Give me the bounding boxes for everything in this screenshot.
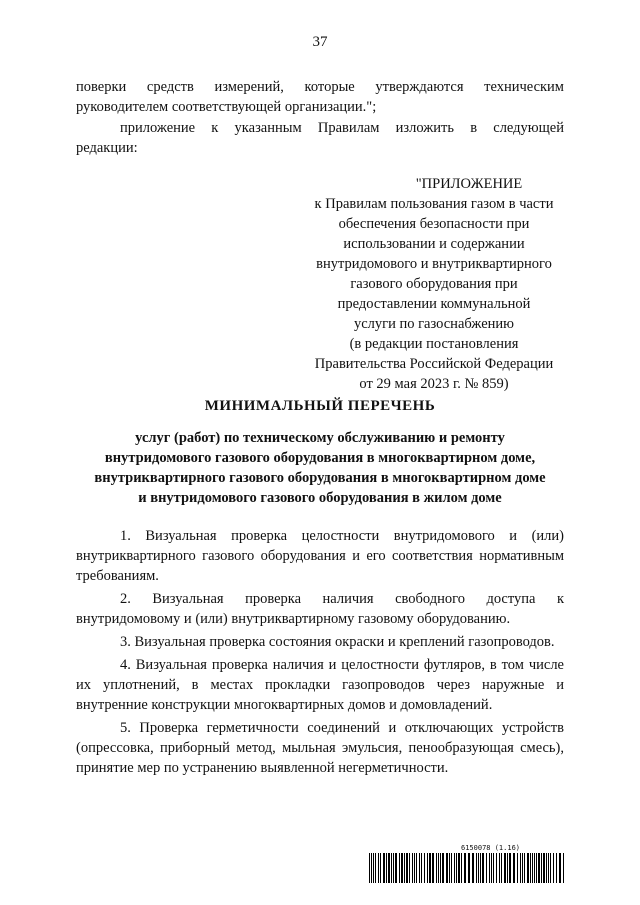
paragraph-appendix-intro-line2: редакции:	[76, 140, 138, 156]
appendix-header	[304, 174, 564, 394]
subtitle-line: услуг (работ) по техническому обслуживанию и ремонту	[135, 430, 505, 446]
page-number: 37	[312, 34, 328, 50]
paragraph-appendix-intro	[76, 118, 564, 158]
subtitle-line: внутриквартирного газового оборудования в многоквартирном доме	[94, 470, 546, 486]
appendix-line: использовании и содержании	[343, 236, 525, 252]
paragraph-continuation: поверки средств измерений, которые утверждаются техническим руководителем соответствующей организации.";	[76, 79, 564, 115]
document-subtitle	[80, 428, 560, 508]
list-item: 5. Проверка герметичности соединений и отключающих устройств (опрессовка, приборный метод, мыльная эмульсия, пенообразующая смесь), принятие мер по устранению выявленной негерметичности.	[76, 720, 564, 776]
appendix-line: Правительства Российской Федерации	[314, 356, 554, 372]
list-item: 4. Визуальная проверка наличия и целостности футляров, в том числе их уплотнений, в местах прокладки газопроводов через наружные и внутренние конструкции многоквартирных домов и домовладений.	[76, 657, 564, 713]
barcode-icon	[369, 853, 565, 883]
appendix-line: внутридомового и внутриквартирного	[316, 256, 552, 272]
list-item: 2. Визуальная проверка наличия свободного доступа к внутридомовому и (или) внутриквартирному газовому оборудованию.	[76, 591, 564, 627]
document-title: МИНИМАЛЬНЫЙ ПЕРЕЧЕНЬ	[204, 398, 436, 414]
appendix-line: обеспечения безопасности при	[338, 216, 530, 232]
barcode-code: 6150078 (1.16)	[461, 844, 521, 852]
appendix-line: (в редакции постановления	[349, 336, 519, 352]
item-list	[76, 526, 564, 781]
subtitle-line: внутридомового газового оборудования в многоквартирном доме,	[104, 450, 536, 466]
subtitle-line: и внутридомового газового оборудования в жилом доме	[138, 490, 502, 506]
appendix-line: газового оборудования при	[350, 276, 518, 292]
appendix-line: к Правилам пользования газом в части	[314, 196, 554, 212]
appendix-title: "ПРИЛОЖЕНИЕ	[415, 176, 523, 192]
paragraph-appendix-intro-line1: приложение к указанным Правилам изложить в следующей	[120, 120, 564, 136]
appendix-line: услуги по газоснабжению	[353, 316, 515, 332]
appendix-line: от 29 мая 2023 г. № 859)	[359, 376, 509, 392]
barcode-block	[369, 844, 565, 883]
appendix-line: предоставлении коммунальной	[337, 296, 531, 312]
list-item: 1. Визуальная проверка целостности внутридомового и (или) внутриквартирного газового оборудования и его соответствия нормативным требованиям.	[76, 528, 564, 584]
list-item: 3. Визуальная проверка состояния окраски и креплений газопроводов.	[120, 634, 555, 650]
